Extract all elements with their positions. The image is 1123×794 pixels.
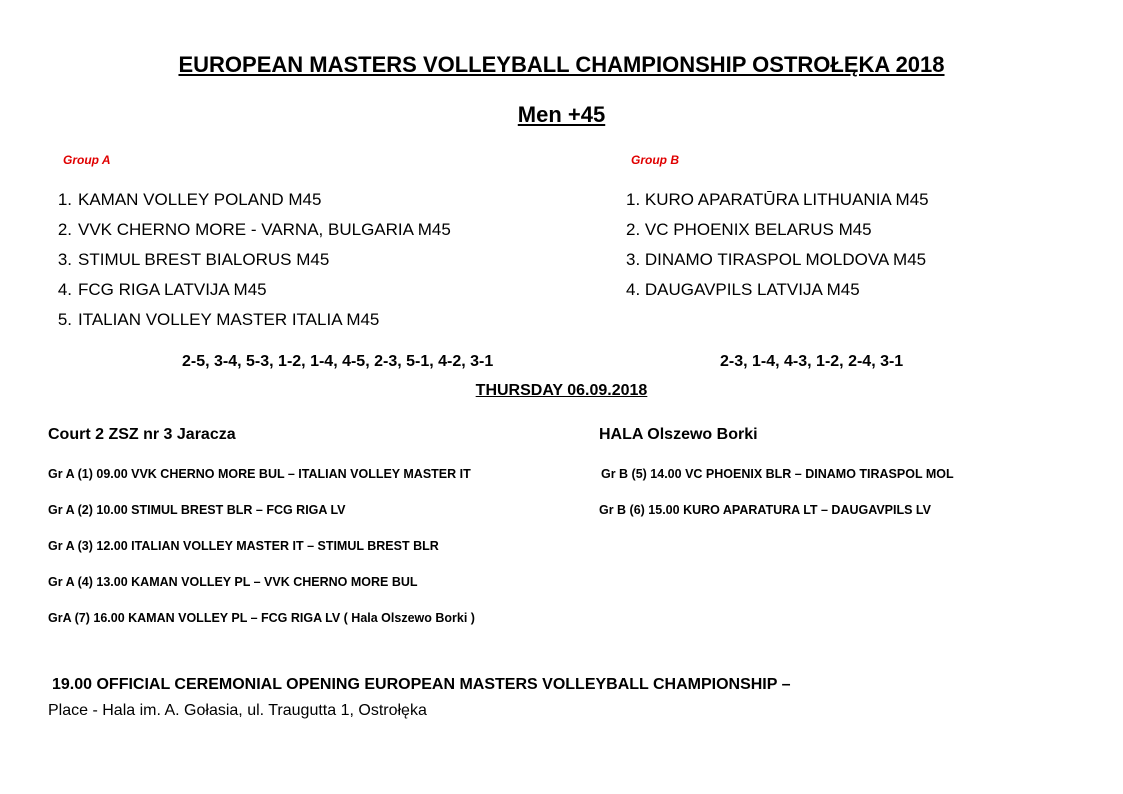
match-row: Gr B (5) 14.00 VC PHOENIX BLR – DINAMO TIRASPOL MOL [601,467,954,481]
team-number: 5. [57,310,72,329]
court-right-heading: HALA Olszewo Borki [599,426,758,443]
team-number: 1. [57,190,72,209]
team-number: 2. [57,220,72,239]
group-a-label: Group A [63,153,111,167]
match-row: Gr A (3) 12.00 ITALIAN VOLLEY MASTER IT – STIMUL BREST BLR [48,539,439,553]
category-subtitle: Men +45 [517,102,606,127]
group-a-team-list [48,185,451,335]
ceremony-announcement: 19.00 OFFICIAL CEREMONIAL OPENING EUROPEAN MASTERS VOLLEYBALL CHAMPIONSHIP – [52,676,791,693]
team-list-item: 4. DAUGAVPILS LATVIJA M45 [626,280,860,299]
page-title: EUROPEAN MASTERS VOLLEYBALL CHAMPIONSHIP OSTROŁĘKA 2018 [178,52,945,77]
team-number: 3. [57,250,72,269]
day-heading: THURSDAY 06.09.2018 [475,382,648,399]
team-name: FCG RIGA LATVIJA M45 [78,280,267,299]
group-b-team-list [626,185,929,305]
group-b-label: Group B [631,153,679,167]
team-name: KAMAN VOLLEY POLAND M45 [78,190,322,209]
match-row: Gr A (2) 10.00 STIMUL BREST BLR – FCG RIGA LV [48,503,346,517]
match-row: Gr A (1) 09.00 VVK CHERNO MORE BUL – ITALIAN VOLLEY MASTER IT [48,467,471,481]
team-number: 4. [57,280,72,299]
team-name: STIMUL BREST BIALORUS M45 [78,250,330,269]
team-list-item [48,185,451,215]
match-row: Gr B (6) 15.00 KURO APARATURA LT – DAUGAVPILS LV [599,503,931,517]
court-left-heading: Court 2 ZSZ nr 3 Jaracza [48,426,236,443]
match-row: Gr A (4) 13.00 KAMAN VOLLEY PL – VVK CHERNO MORE BUL [48,575,418,589]
team-list-item: 3. DINAMO TIRASPOL MOLDOVA M45 [626,250,927,269]
match-row: GrA (7) 16.00 KAMAN VOLLEY PL – FCG RIGA LV ( Hala Olszewo Borki ) [48,611,475,625]
team-list-item: 2. VC PHOENIX BELARUS M45 [626,220,872,239]
group-b-match-order: 2-3, 1-4, 4-3, 1-2, 2-4, 3-1 [720,353,904,370]
ceremony-place: Place - Hala im. A. Gołasia, ul. Traugutta 1, Ostrołęka [48,702,427,719]
team-name: VVK CHERNO MORE - VARNA, BULGARIA M45 [78,220,451,239]
team-list-item [48,215,451,245]
team-list-item: 1. KURO APARATŪRA LITHUANIA M45 [626,190,929,209]
team-name: ITALIAN VOLLEY MASTER ITALIA M45 [78,310,380,329]
team-list-item [48,245,451,275]
group-a-match-order: 2-5, 3-4, 5-3, 1-2, 1-4, 4-5, 2-3, 5-1, 4-2, 3-1 [182,353,494,370]
team-list-item [48,305,451,335]
team-list-item [48,275,451,305]
